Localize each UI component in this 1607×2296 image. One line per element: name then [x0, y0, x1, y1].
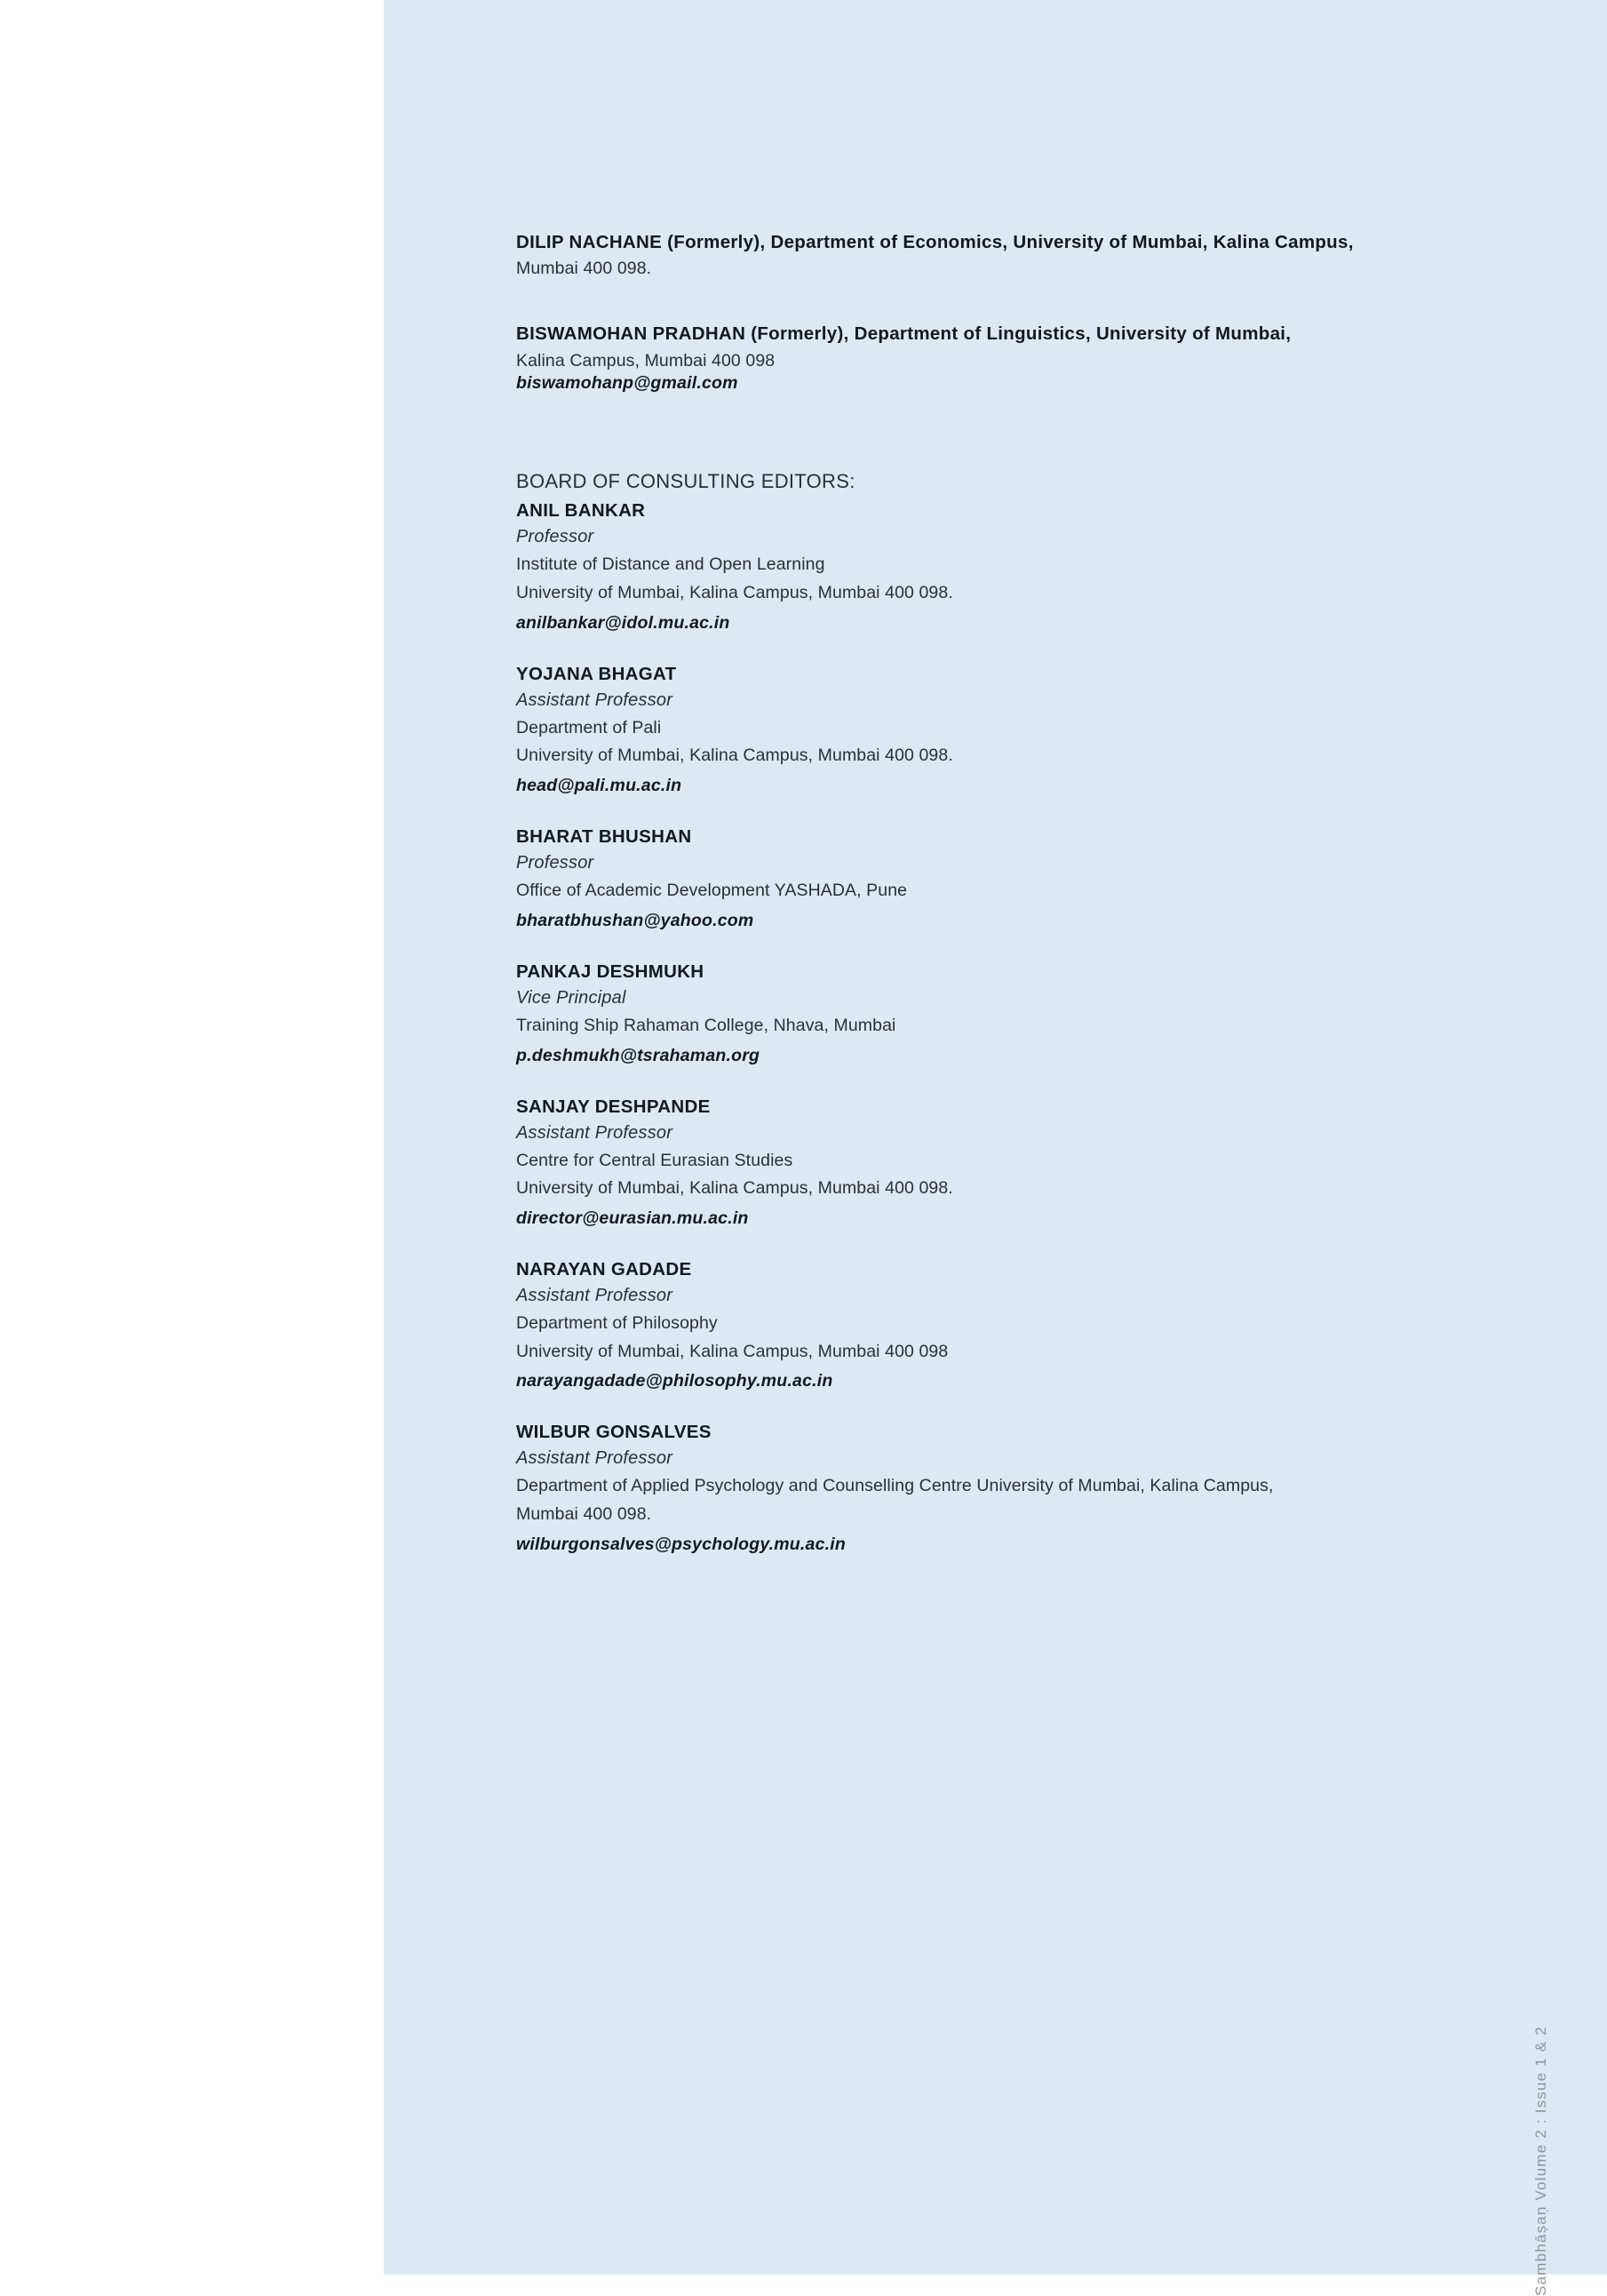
editor-affiliation-line: University of Mumbai, Kalina Campus, Mumbai 400 098. [516, 583, 953, 603]
editor-role: Assistant Professor [516, 1448, 673, 1469]
running-side-label: Sambhāṣaṇ Volume 2 : Issue 1 & 2 [1532, 2026, 1549, 2296]
editor-affiliation-line: Institute of Distance and Open Learning [516, 554, 825, 575]
contributor-entry [516, 229, 1431, 282]
editor-role: Assistant Professor [516, 1122, 673, 1143]
contributor-affiliation-inline: (Formerly), Department of Linguistics, University of Mumbai, [745, 323, 1292, 345]
editor-affiliation-line: University of Mumbai, Kalina Campus, Mumbai 400 098 [516, 1341, 949, 1361]
editor-role: Professor [516, 527, 594, 547]
editor-name: SANJAY DESHPANDE [516, 1096, 711, 1117]
editor-role: Assistant Professor [516, 1285, 673, 1305]
contributor-email[interactable]: biswamohanp@gmail.com [516, 373, 738, 394]
editor-affiliation-line: Department of Pali [516, 717, 662, 737]
editor-affiliation-line: University of Mumbai, Kalina Campus, Mumbai 400 098. [516, 745, 953, 766]
editor-entry [516, 1259, 1431, 1391]
editor-affiliation-line: Department of Philosophy [516, 1312, 718, 1333]
editor-affiliation-line: University of Mumbai, Kalina Campus, Mumbai 400 098. [516, 1178, 953, 1199]
editor-entry [516, 1096, 1431, 1229]
editor-entry [516, 961, 1431, 1066]
editor-role: Vice Principal [516, 987, 626, 1008]
editor-affiliation-line: Office of Academic Development YASHADA, Pune [516, 881, 908, 901]
editor-role: Assistant Professor [516, 690, 673, 710]
contributor-heading [516, 229, 1431, 256]
editor-name: ANIL BANKAR [516, 500, 646, 522]
editor-name: NARAYAN GADADE [516, 1258, 692, 1280]
editor-entry [516, 826, 1431, 931]
contributor-address-line: Kalina Campus, Mumbai 400 098 [516, 350, 776, 371]
editor-affiliation-line: Department of Applied Psychology and Counselling Centre University of Mumbai, Kalina Campus, [516, 1476, 1274, 1496]
editor-affiliation-line: Centre for Central Eurasian Studies [516, 1150, 793, 1170]
editor-affiliation-line: Mumbai 400 098. [516, 1503, 652, 1524]
editor-email[interactable]: wilburgonsalves@psychology.mu.ac.in [516, 1534, 846, 1554]
editor-entry [516, 664, 1431, 796]
editor-name: PANKAJ DESHMUKH [516, 961, 704, 982]
editor-name: BHARAT BHUSHAN [516, 826, 692, 848]
contributor-entry [516, 321, 1431, 394]
editor-affiliation-line: Training Ship Rahaman College, Nhava, Mumbai [516, 1015, 896, 1035]
editor-email[interactable]: director@eurasian.mu.ac.in [516, 1208, 749, 1228]
page-content [516, 229, 1431, 1585]
contributor-name: DILIP NACHANE [516, 232, 663, 252]
editor-name: WILBUR GONSALVES [516, 1422, 712, 1443]
editor-email[interactable]: p.deshmukh@tsrahaman.org [516, 1045, 760, 1065]
editor-entry [516, 500, 1431, 633]
editor-email[interactable]: anilbankar@idol.mu.ac.in [516, 612, 730, 633]
contributor-heading [516, 321, 1431, 347]
contributor-address-line: Mumbai 400 098. [516, 259, 652, 279]
editor-name: YOJANA BHAGAT [516, 663, 677, 684]
editor-email[interactable]: head@pali.mu.ac.in [516, 776, 682, 796]
section-heading-board-of-consulting-editors: BOARD OF CONSULTING EDITORS: [516, 470, 855, 493]
contributor-affiliation-inline: (Formerly), Department of Economics, University of Mumbai, Kalina Campus, [662, 232, 1354, 252]
editor-role: Professor [516, 853, 594, 873]
editor-email[interactable]: narayangadade@philosophy.mu.ac.in [516, 1371, 833, 1391]
contributor-name: BISWAMOHAN PRADHAN [516, 323, 746, 345]
editor-entry [516, 1422, 1431, 1554]
editor-email[interactable]: bharatbhushan@yahoo.com [516, 910, 754, 930]
